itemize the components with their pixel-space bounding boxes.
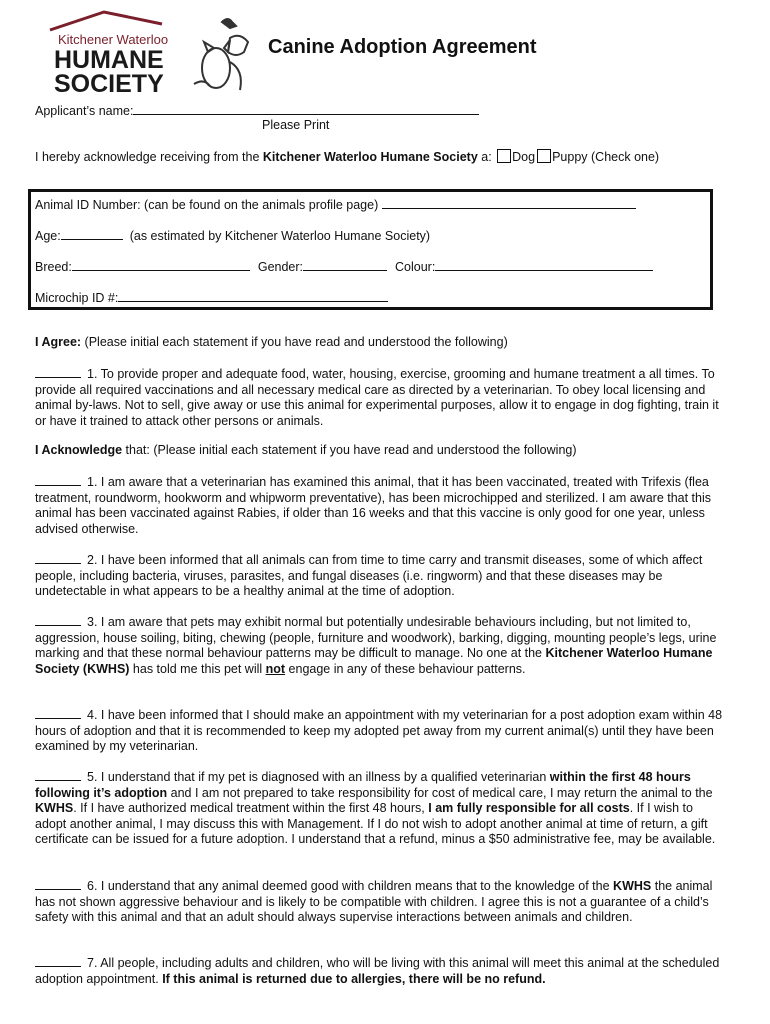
logo-line2: HUMANE bbox=[54, 46, 164, 74]
agree-heading-note: (Please initial each statement if you have read and understood the following) bbox=[81, 335, 508, 349]
age-label: Age: bbox=[35, 229, 61, 243]
microchip-row bbox=[35, 289, 388, 307]
ack-item-6-kwhs: KWHS bbox=[613, 879, 652, 893]
ack-org: Kitchener Waterloo Humane Society bbox=[262, 150, 478, 164]
initial-field-ack-5[interactable] bbox=[35, 769, 81, 781]
acknowledge-receiving-line bbox=[35, 149, 659, 166]
acknowledge-item-6 bbox=[35, 878, 725, 926]
applicant-name-label: Applicant’s name: bbox=[35, 104, 134, 118]
agree-item-1 bbox=[35, 366, 725, 429]
acknowledge-heading-note: that: (Please initial each statement if you have read and understood the following) bbox=[122, 443, 577, 457]
acknowledge-item-2 bbox=[35, 552, 725, 600]
colour-field[interactable] bbox=[435, 258, 653, 271]
ack-item-3-not: not bbox=[265, 661, 286, 676]
breed-label: Breed: bbox=[35, 260, 72, 274]
applicant-name-field[interactable] bbox=[133, 102, 479, 115]
animal-id-field[interactable] bbox=[382, 196, 636, 209]
initial-field-ack-1[interactable] bbox=[35, 474, 81, 486]
acknowledge-item-4 bbox=[35, 707, 725, 755]
agree-item-1-text: 1. To provide proper and adequate food, water, housing, exercise, grooming and humane treatment a all times. To provide all required vaccinations and all necessary medical care as directed by a veterinarian. To obey local licensing and animal by-laws. Not to sell, give away or use this animal for experimental purposes, allow it to engage in dog fighting, train it or have it trained to attack other persons or animals. bbox=[35, 367, 719, 428]
puppy-checkbox[interactable] bbox=[537, 149, 551, 163]
ack-suffix: a: bbox=[477, 150, 496, 164]
agree-heading-label: I Agree: bbox=[35, 335, 82, 349]
logo-line1: Kitchener Waterloo bbox=[58, 32, 169, 47]
breed-field[interactable] bbox=[72, 258, 250, 271]
ack-item-7-text-b: If this animal is returned due to allergies, there will be no refund. bbox=[162, 971, 546, 986]
ack-item-5-text-c: and I am not prepared to take responsibility for cost of medical care, I may return the animal to the bbox=[167, 785, 713, 800]
breed-row bbox=[35, 258, 653, 276]
applicant-name-row bbox=[35, 102, 479, 120]
logo-graphic bbox=[44, 8, 254, 100]
gender-label: Gender: bbox=[257, 260, 304, 274]
agree-heading bbox=[35, 335, 508, 351]
ack-item-2-text: 2. I have been informed that all animals can from time to time carry and transmit diseases, some of which affect people, including bacteria, viruses, parasites, and fungal diseases (i.e. ringworm) and that these diseases may be undetectable in what appears to be a healthy animal at the time of adoption. bbox=[35, 553, 703, 598]
logo-line3: SOCIETY bbox=[54, 70, 164, 98]
acknowledge-heading-label: I Acknowledge bbox=[35, 443, 123, 457]
age-field[interactable] bbox=[61, 227, 123, 240]
ack-item-5-text-g: . If I wish to adopt another animal, I may discuss this with Management. If I do not wish to adopt another animal at time of return, a gift certificate can be issued for a future adoption. I understand that a refund, minus a $50 administrative fee, may be available. bbox=[35, 801, 716, 846]
roof-line bbox=[50, 12, 162, 30]
initial-field-agree-1[interactable] bbox=[35, 366, 81, 378]
page-title: Canine Adoption Agreement bbox=[268, 36, 537, 58]
ack-item-6-text-a: 6. I understand that any animal deemed good with children means that to the knowledge of the bbox=[87, 879, 614, 893]
ack-item-5-text-f: I am fully responsible for all costs bbox=[428, 801, 630, 815]
please-print-note: Please Print bbox=[262, 118, 330, 132]
ack-item-5-text-b: within the first 48 hours following it’s adoption bbox=[35, 770, 691, 800]
ack-item-3-text-a: 3. I am aware that pets may exhibit normal but potentially undesirable behaviours including, but not limited to, aggression, house soiling, biting, chewing (people, furniture and woodwork), barking, digging, mounting people’s legs, urine marking and that these normal behaviour patterns may be difficult to manage. No one at the bbox=[35, 615, 717, 660]
dog-label: Dog bbox=[512, 150, 536, 164]
puppy-label: Puppy (Check one) bbox=[552, 150, 660, 164]
age-row bbox=[35, 227, 430, 245]
ack-item-3-org: Kitchener Waterloo Humane Society (KWHS) bbox=[35, 646, 713, 676]
ack-item-6-text-c: the animal has not shown aggressive behaviour and is likely to be compatible with children. I agree this is not a guarantee of a child’s safety with this animal and that an adult should always supervise interactions between animals and children. bbox=[35, 879, 713, 924]
animal-id-label: Animal ID Number: (can be found on the animals profile page) bbox=[35, 198, 379, 212]
microchip-label: Microchip ID #: bbox=[35, 291, 119, 305]
ack-item-4-text: 4. I have been informed that I should make an appointment with my veterinarian for a post adoption exam within 48 hours of adoption and that it is recommended to keep my adopted pet away from my current animal(s) until they have been examined by my veterinarian. bbox=[35, 708, 723, 753]
animal-id-row bbox=[35, 196, 636, 214]
acknowledge-item-5 bbox=[35, 769, 725, 848]
acknowledge-item-3 bbox=[35, 614, 725, 677]
acknowledge-item-1 bbox=[35, 474, 725, 537]
initial-field-ack-7[interactable] bbox=[35, 955, 81, 967]
initial-field-ack-6[interactable] bbox=[35, 878, 81, 890]
dog-checkbox[interactable] bbox=[497, 149, 511, 163]
ack-item-5-text-e: . If I have authorized medical treatment within the first 48 hours, bbox=[73, 801, 429, 815]
kwhs-logo bbox=[44, 8, 254, 100]
initial-field-ack-3[interactable] bbox=[35, 614, 81, 626]
ack-item-3-text-c: has told me this pet will bbox=[129, 661, 266, 676]
initial-field-ack-4[interactable] bbox=[35, 707, 81, 719]
acknowledge-item-7 bbox=[35, 955, 725, 987]
pets-silhouette-icon bbox=[194, 19, 248, 90]
ack-item-7-text-a: 7. All people, including adults and children, who will be living with this animal will meet this animal at the scheduled adoption appointment. bbox=[35, 956, 720, 986]
microchip-field[interactable] bbox=[118, 289, 388, 302]
acknowledge-heading bbox=[35, 443, 577, 459]
ack-item-3-text-e: engage in any of these behaviour patterns. bbox=[285, 661, 526, 676]
initial-field-ack-2[interactable] bbox=[35, 552, 81, 564]
ack-prefix: I hereby acknowledge receiving from the bbox=[35, 150, 263, 164]
ack-item-5-text-a: 5. I understand that if my pet is diagnosed with an illness by a qualified veterinarian bbox=[87, 770, 550, 784]
ack-item-1-text: 1. I am aware that a veterinarian has examined this animal, that it has been vaccinated, treated with Trifexis (flea treatment, roundworm, hookworm and whipworm preventative), has been microchipped and sterilized. I am aware that this animal has been vaccinated against Rabies, if older than 16 weeks and that this vaccine is only good for one year, unless advised otherwise. bbox=[35, 475, 712, 536]
colour-label: Colour: bbox=[395, 260, 436, 274]
age-note: (as estimated by Kitchener Waterloo Humane Society) bbox=[129, 229, 431, 243]
ack-item-5-kwhs: KWHS bbox=[35, 801, 74, 815]
gender-field[interactable] bbox=[303, 258, 387, 271]
